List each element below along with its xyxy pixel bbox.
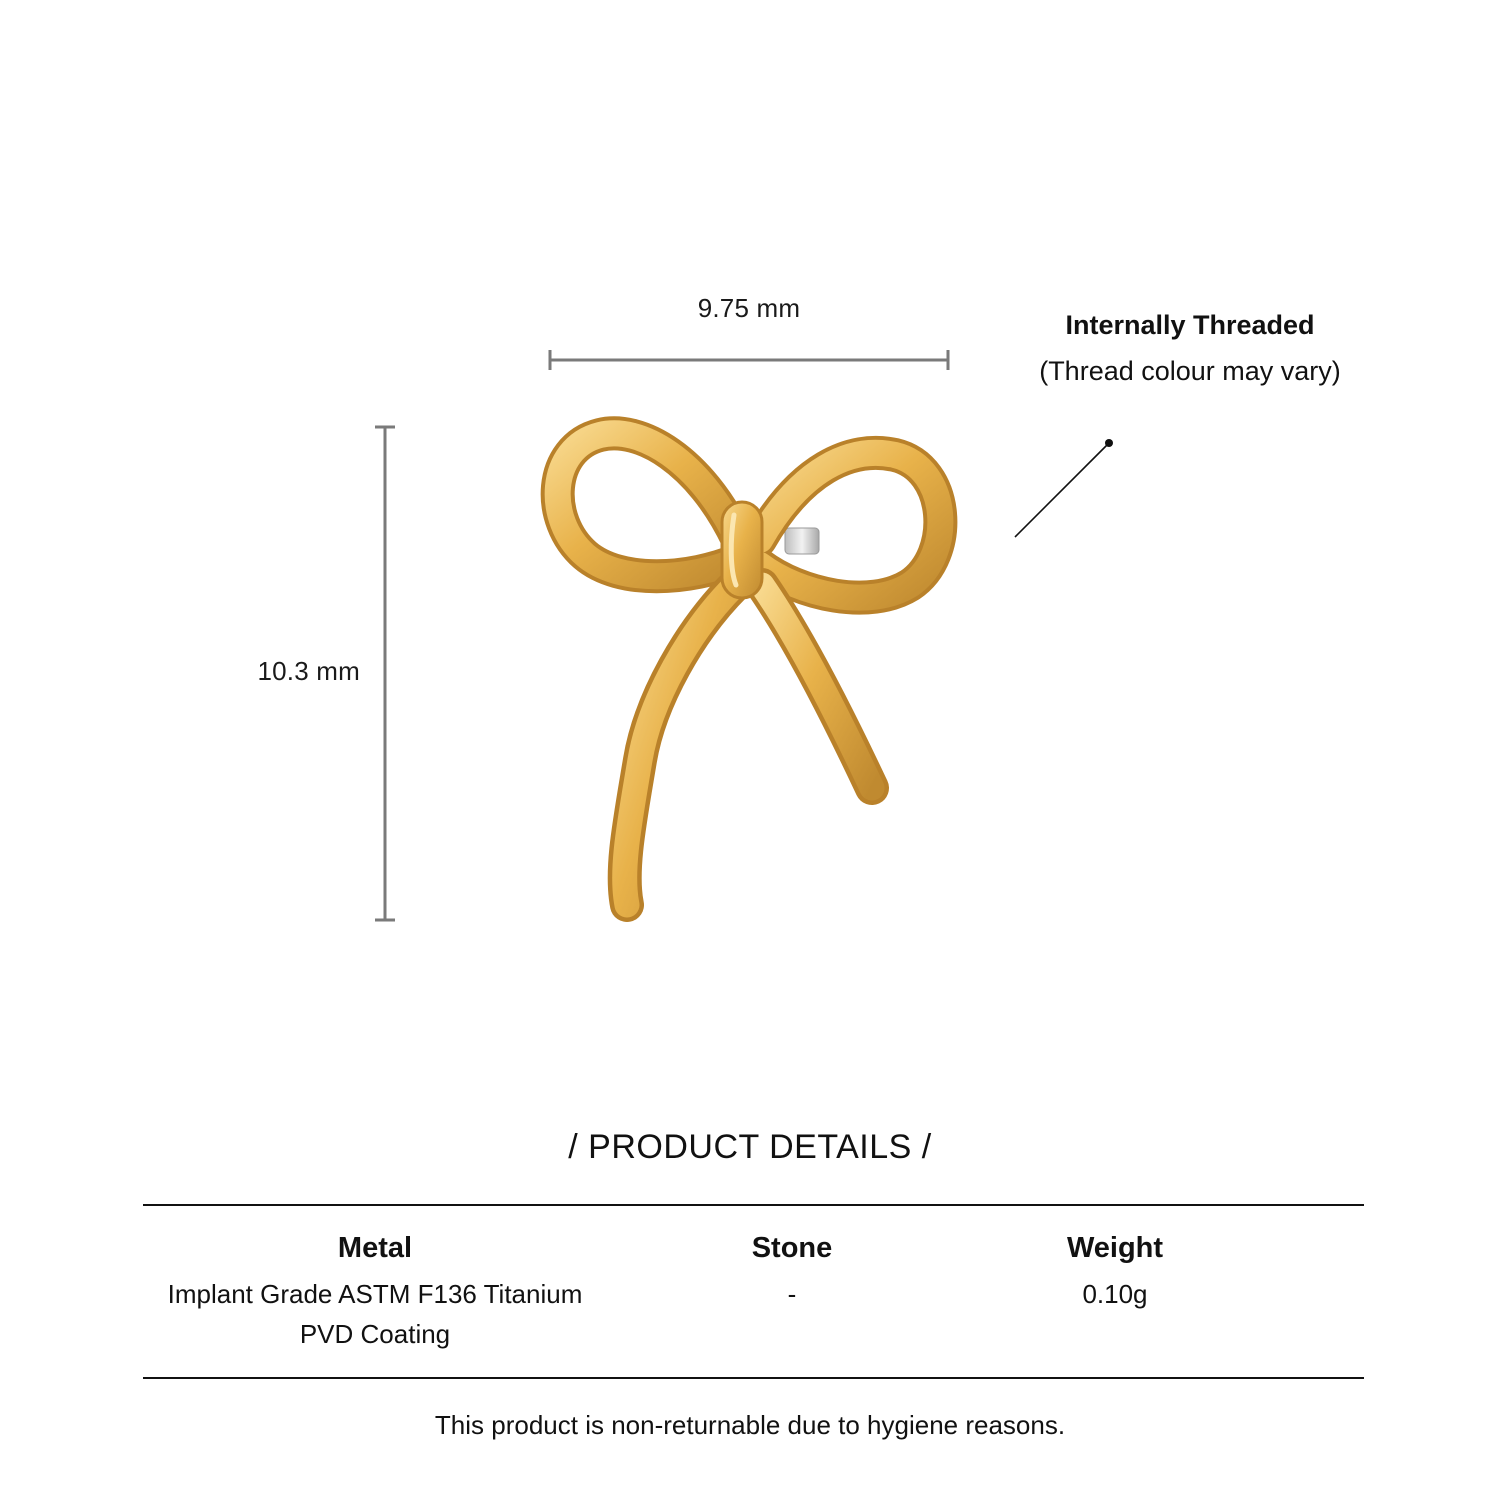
return-policy-note: This product is non-returnable due to hygiene reasons. xyxy=(434,1410,1066,1440)
thread-pointer-line xyxy=(1015,439,1113,537)
thread-post xyxy=(785,528,819,554)
width-dimension-label: 9.75 mm xyxy=(697,293,801,323)
bow-knot xyxy=(722,502,762,598)
weight-column-header: Weight xyxy=(1066,1232,1164,1264)
stone-column-value xyxy=(642,1274,942,1314)
metal-column-value xyxy=(125,1274,625,1354)
metal-value-line: Implant Grade ASTM F136 Titanium xyxy=(167,1279,583,1309)
thread-callout-title: Internally Threaded xyxy=(1065,310,1315,340)
stone-column-header: Stone xyxy=(751,1232,833,1264)
details-bottom-divider xyxy=(143,1377,1364,1379)
weight-column-value xyxy=(965,1274,1265,1314)
height-dimension-line xyxy=(375,427,395,920)
metal-column-header: Metal xyxy=(337,1232,413,1264)
stone-value-line: - xyxy=(787,1279,797,1309)
bow-icon xyxy=(558,433,941,905)
details-top-divider xyxy=(143,1204,1364,1206)
metal-value-line: PVD Coating xyxy=(299,1319,451,1349)
width-dimension-line xyxy=(550,350,948,370)
product-details-heading: / PRODUCT DETAILS / xyxy=(568,1128,932,1166)
weight-value-line: 0.10g xyxy=(1082,1279,1148,1309)
height-dimension-label: 10.3 mm xyxy=(257,656,360,686)
thread-callout-note: (Thread colour may vary) xyxy=(1039,356,1341,386)
